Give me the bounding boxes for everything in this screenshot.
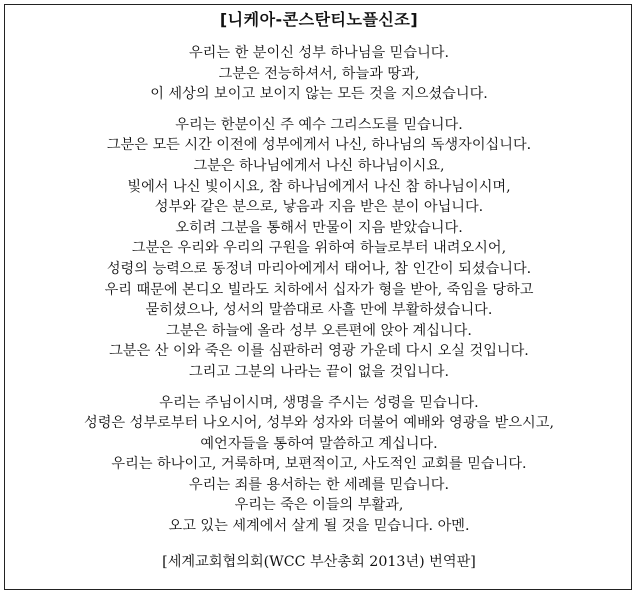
- creed-line: 그분은 하늘에 올라 성부 오른편에 앉아 계십니다.: [166, 322, 472, 339]
- creed-line: 그리고 그분의 나라는 끝이 없을 것입니다.: [188, 363, 450, 380]
- creed-line: 우리는 죄를 용서하는 한 세례를 믿습니다.: [188, 476, 450, 493]
- creed-line: 그분은 전능하셔서, 하늘과 땅과,: [218, 65, 420, 82]
- creed-line: 우리는 죽은 이들의 부활과,: [234, 497, 404, 514]
- creed-line: 우리는 하나이고, 거룩하며, 보편적이고, 사도적인 교회를 믿습니다.: [111, 456, 527, 473]
- creed-line: 그분은 산 이와 죽은 이를 심판하러 영광 가운데 다시 오실 것입니다.: [109, 343, 529, 360]
- creed-line: 그분은 하나님에게서 나신 하나님이시요,: [193, 157, 445, 174]
- creed-line: 우리는 주님이시며, 생명을 주시는 성령을 믿습니다.: [159, 394, 479, 411]
- creed-paragraph-father: [0, 43, 638, 105]
- creed-line: 그분은 모든 시간 이전에 성부에게서 나신, 하나님의 독생자이십니다.: [106, 137, 532, 154]
- creed-line: 성부와 같은 분으로, 낳음과 지음 받은 분이 아닙니다.: [154, 199, 484, 216]
- creed-line: 이 세상의 보이고 보이지 않는 모든 것을 지으셨습니다.: [150, 86, 488, 103]
- creed-body: [0, 43, 638, 537]
- creed-line: 빛에서 나신 빛이시요, 참 하나님에게서 나신 참 하나님이시며,: [127, 178, 511, 195]
- creed-line: 오고 있는 세계에서 살게 될 것을 믿습니다. 아멘.: [168, 518, 470, 535]
- creed-paragraph-spirit: [0, 393, 638, 537]
- creed-paragraph-son: [0, 115, 638, 383]
- creed-line: 예언자들을 통하여 말씀하고 계십니다.: [200, 435, 438, 452]
- creed-line: 우리는 한분이신 주 예수 그리스도를 믿습니다.: [175, 116, 463, 133]
- creed-line: 묻히셨으나, 성서의 말씀대로 사흘 만에 부활하셨습니다.: [145, 302, 493, 319]
- creed-line: 그분은 우리와 우리의 구원을 위하여 하늘로부터 내려오시어,: [131, 240, 507, 257]
- creed-line: 성령은 성부로부터 나오시어, 성부와 성자와 더불어 예배와 영광을 받으시고,: [84, 415, 554, 432]
- creed-line: 우리 때문에 본디오 빌라도 치하에서 십자가 형을 받아, 죽임을 당하고: [104, 281, 534, 298]
- translation-source-note: [세계교회협의회(WCC 부산총회 2013년) 번역판]: [162, 554, 476, 570]
- creed-line: 오히려 그분을 통해서 만물이 지음 받았습니다.: [175, 219, 463, 236]
- document-title: [니케아-콘스탄티노플신조]: [219, 10, 419, 29]
- creed-line: 성령의 능력으로 동정녀 마리아에게서 태어나, 참 인간이 되셨습니다.: [106, 260, 532, 277]
- creed-line: 우리는 한 분이신 성부 하나님을 믿습니다.: [188, 45, 450, 61]
